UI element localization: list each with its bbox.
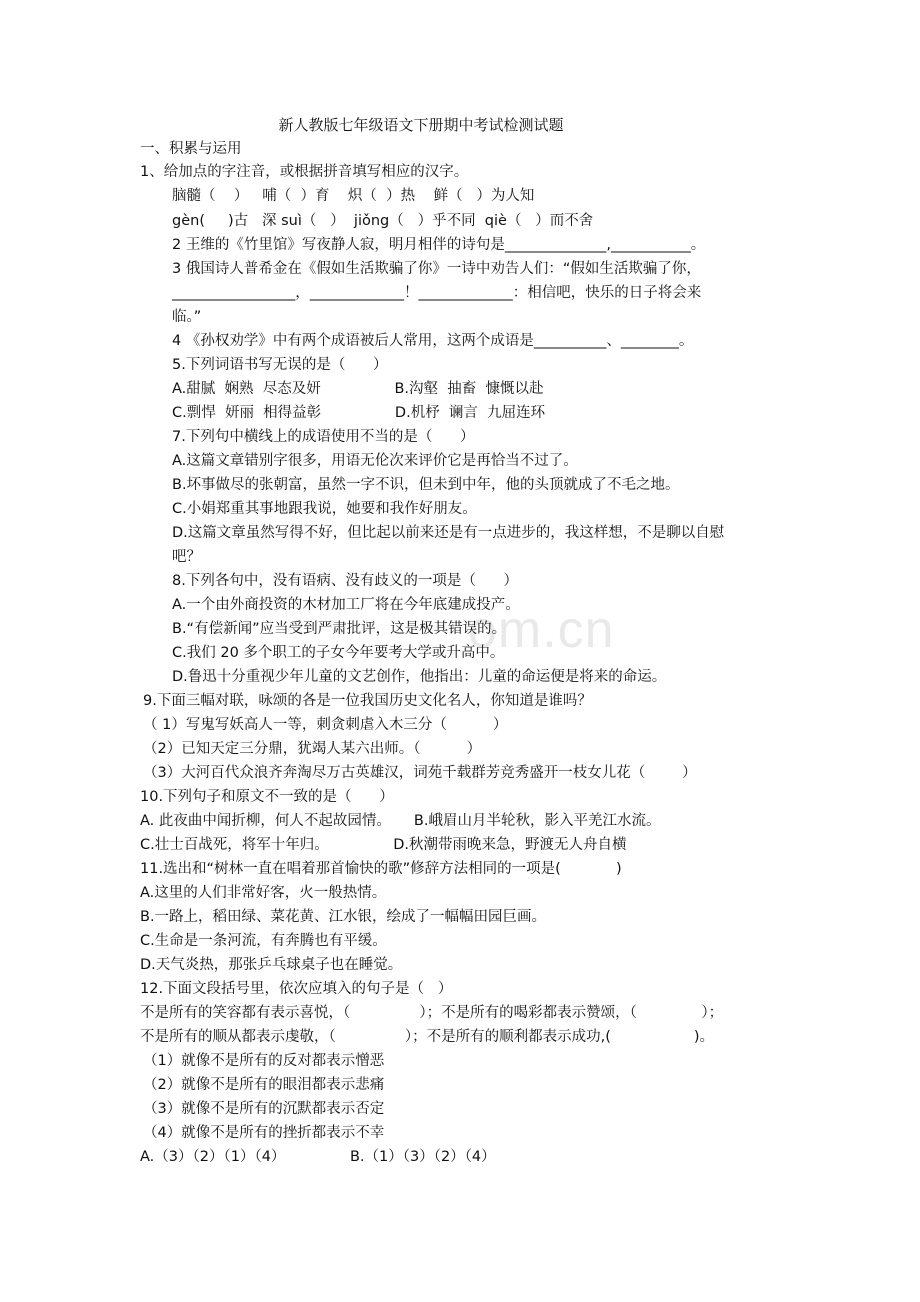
option-line: （3）大河百代众浪齐奔淘尽万古英雄汉，词苑千载群芳竞秀盛开一枝女儿花（ ） [143,765,697,781]
option-line: C.我们 20 多个职工的子女今年要考大学或升高中。 [172,645,505,661]
question-line: 12.下面文段括号里，依次应填入的句子是（ ） [140,981,453,997]
question-line: 2 王维的《竹里馆》写夜静人寂，明月相伴的诗句是______________,___________。 [172,237,706,253]
option-line: D.天气炎热，那张乒乓球桌子也在睡觉。 [140,957,403,973]
option-line: （1）就像不是所有的反对都表示憎恶 [143,1053,385,1069]
question-line: 临。” [172,309,202,325]
watermark: om.cn [468,601,615,659]
question-line: 不是所有的笑容都有表示喜悦，（ ）；不是所有的喝彩都表示赞颂，（ ）； [140,1005,724,1021]
option-line: D.鲁迅十分重视少年儿童的文艺创作，他指出：儿童的命运便是将来的命运。 [172,669,667,685]
question-line: 1、给加点的字注音，或根据拼音填写相应的汉字。 [140,164,469,180]
option-line: A.甜腻 娴熟 尽态及妍 B.沟壑 抽畜 慷慨以赴 [172,381,544,397]
question-line: 10.下列句子和原文不一致的是（ ） [140,789,394,805]
option-line: B.“有偿新闻”应当受到严肃批评，这是极其错误的。 [172,621,507,637]
question-line: _________________，_____________！_____________：相信吧，快乐的日子将会来 [172,285,702,301]
option-line: C.剽悍 妍丽 相得益彰 D.机杼 谰言 九屈连环 [172,405,546,421]
option-line: A.这里的人们非常好客，火一般热情。 [140,885,387,901]
option-line: （2）就像不是所有的眼泪都表示悲痛 [143,1077,385,1093]
question-line: 11.选出和“树林一直在唱着那首愉快的歌”修辞方法相同的一项是( ) [140,861,622,877]
question-line: 5.下列词语书写无误的是（ ） [172,357,388,373]
option-line: （2）已知天定三分鼎，犹竭人某六出师。（ ） [143,741,482,757]
question-line: 脑髓（ ） 哺（ ）育 炽（ ）热 鲜（ ）为人知 [172,188,535,204]
question-line: gèn( )古 深 suì（ ） jiǒng（ ）乎不同 qiè（ ）而不舍 [172,213,594,229]
option-line: A.这篇文章错别字很多，用语无伦次来评价它是再恰当不过了。 [172,453,578,469]
option-line: C.小娟郑重其事地跟我说，她要和我作好朋友。 [172,501,477,517]
question-line: 7.下列句中横线上的成语使用不当的是（ ） [172,429,475,445]
option-line: A.一个由外商投资的木材加工厂将在今年底建成投产。 [172,597,520,613]
section-heading: 一、积累与运用 [140,141,242,157]
question-line: 9.下面三幅对联，咏颂的各是一位我国历史文化名人，你知道是谁吗？ [143,693,592,709]
option-line: A. 此夜曲中闻折柳，何人不起故园情。 B.峨眉山月半轮秋，影入平羌江水流。 [140,813,661,829]
question-line: 8.下列各句中，没有语病、没有歧义的一项是（ ） [172,573,518,589]
option-line: D.这篇文章虽然写得不好，但比起以前来还是有一点进步的，我这样想，不是聊以自慰 [172,525,725,541]
option-line: B.坏事做尽的张朝富，虽然一字不识，但未到中年，他的头顶就成了不毛之地。 [172,477,680,493]
option-line: A.（3）（2）（1）（4） B.（1）（3）（2）（4） [140,1149,496,1165]
option-line: （4）就像不是所有的挫折都表示不幸 [143,1125,385,1141]
page-title: 新人教版七年级语文下册期中考试检测试题 [278,116,564,134]
option-line: B.一路上，稻田绿、菜花黄、江水银，绘成了一幅幅田园巨画。 [140,909,547,925]
option-line: C.壮士百战死，将军十年归。 D.秋潮带雨晚来急，野渡无人舟自横 [140,837,627,853]
option-line: （3）就像不是所有的沉默都表示否定 [143,1101,385,1117]
question-line: 不是所有的顺从都表示虔敬，（ ）；不是所有的顺利都表示成功,( )。 [140,1029,715,1045]
option-line: C.生命是一条河流，有奔腾也有平缓。 [140,933,387,949]
question-line: 3 俄国诗人普希金在《假如生活欺骗了你》一诗中劝告人们：“假如生活欺骗了你， [172,261,701,277]
option-line: 吧？ [172,549,201,565]
option-line: （ 1）写鬼写妖高人一等，刺贪刺虐入木三分（ ） [143,717,508,733]
question-line: 4 《孙权劝学》中有两个成语被后人常用，这两个成语是__________、________。 [172,333,694,349]
